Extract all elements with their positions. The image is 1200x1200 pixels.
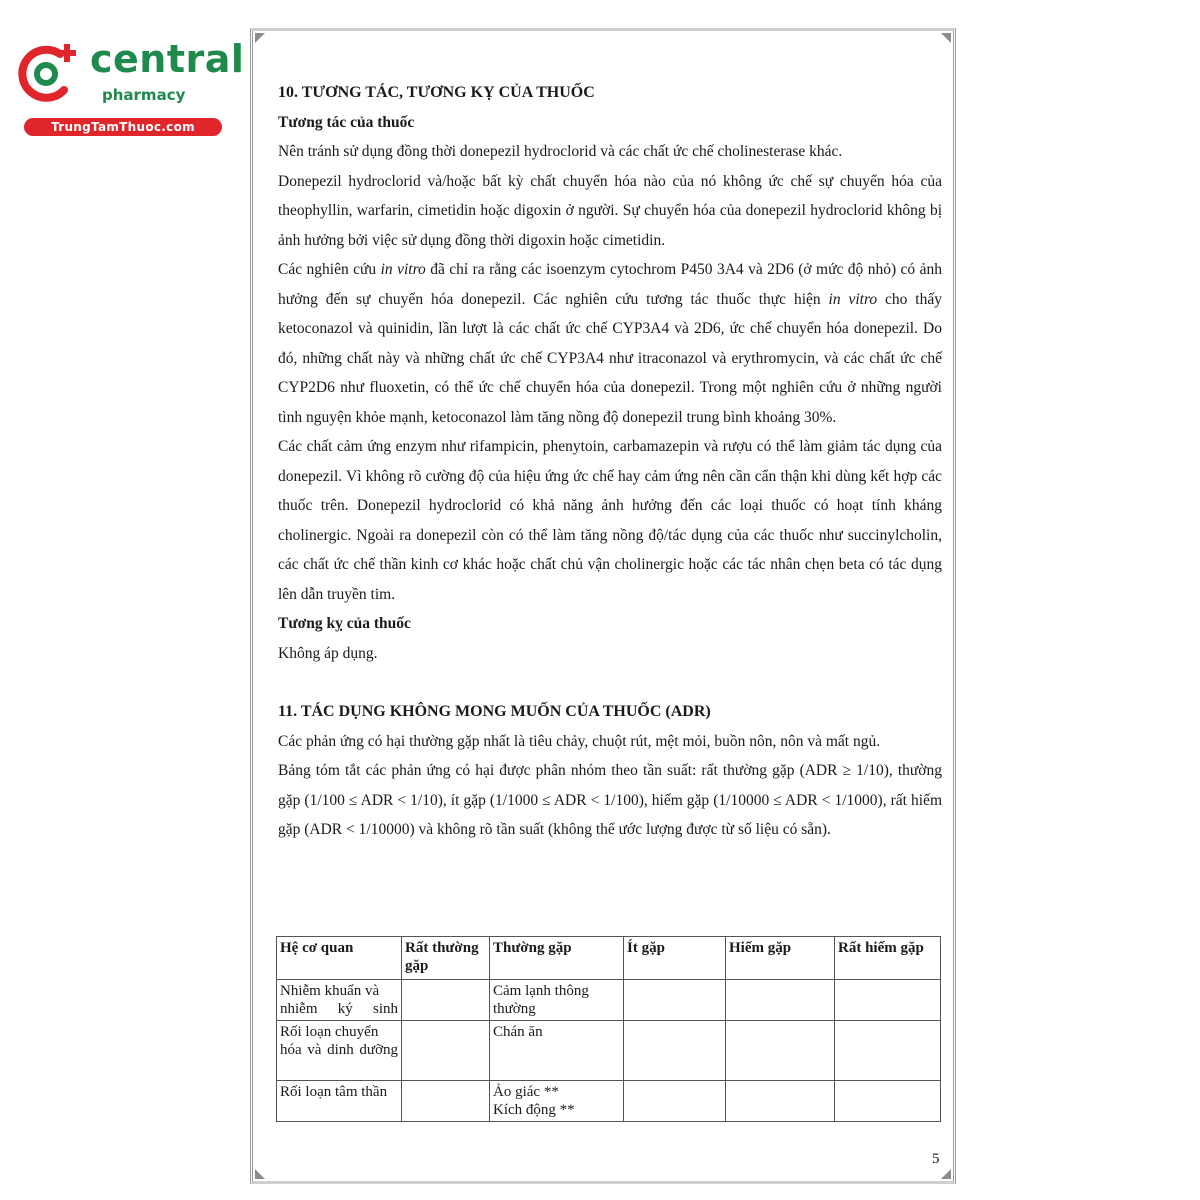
section-10-heading: 10. TƯƠNG TÁC, TƯƠNG KỴ CỦA THUỐC (278, 84, 595, 101)
table-header-row (277, 937, 941, 980)
table-cell (624, 1021, 726, 1081)
adr-table (276, 936, 941, 1122)
paragraph: Bảng tóm tắt các phản ứng có hại được phân nhóm theo tần suất: rất thường gặp (ADR ≥ 1/10), thường gặp (1/100 ≤ ADR < 1/10), ít gặp (1/1000 ≤ ADR < 1/100), hiếm gặp (1/10000 ≤ ADR < 1/1000), rất hiếm gặp (ADR < 1/10000) và không rõ tần suất (không thể ước lượng được từ số liệu có sẵn). (278, 762, 942, 838)
page-number: 5 (932, 1151, 940, 1167)
table-cell: Nhiễm khuẩn và nhiễm ký sinh (277, 980, 402, 1021)
paragraph: Nên tránh sử dụng đồng thời donepezil hydroclorid và các chất ức chế cholinesterase khác. (278, 143, 843, 160)
paragraph: Không áp dụng. (278, 644, 378, 662)
table-cell: Rối loạn chuyển hóa và dinh dưỡng (277, 1021, 402, 1081)
document-body (278, 78, 942, 845)
table-cell: Ảo giác ** Kích động ** (490, 1081, 624, 1122)
corner-ornament (255, 1169, 265, 1179)
table-header-cell: Hệ cơ quan (277, 937, 402, 980)
table-header-cell: Rất thường gặp (402, 937, 490, 980)
logo-site-badge: TrungTamThuoc.com (24, 118, 222, 136)
paragraph: Các phản ứng có hại thường gặp nhất là tiêu chảy, chuột rút, mệt mỏi, buồn nôn, nôn và mất ngủ. (278, 732, 881, 750)
logo-brand: central (90, 37, 245, 81)
incompatibility-subheading: Tương kỵ của thuốc (278, 615, 411, 632)
table-cell (624, 980, 726, 1021)
table-cell (726, 1081, 835, 1122)
paragraph: Donepezil hydroclorid và/hoặc bất kỳ chất chuyển hóa nào của nó không ức chế sự chuyển hóa của theophyllin, warfarin, cimetidin hoặc digoxin ở người. Sự chuyển hóa của donepezil hydroclorid không bị ảnh hưởng bởi việc sử dụng đồng thời digoxin hoặc cimetidin. (278, 172, 942, 249)
table-cell: Chán ăn (490, 1021, 624, 1081)
logo-sub: pharmacy (102, 86, 186, 104)
table-cell (624, 1081, 726, 1122)
table-cell (402, 1021, 490, 1081)
table-header-cell: Rất hiếm gặp (835, 937, 941, 980)
table-row (277, 1081, 941, 1122)
table-cell (835, 980, 941, 1021)
corner-ornament (941, 1169, 951, 1179)
paragraph: Các chất cảm ứng enzym như rifampicin, phenytoin, carbamazepin và rượu có thể làm giảm tác dụng của donepezil. Vì không rõ cường độ của hiệu ứng ức chế hay cảm ứng nên cần cẩn thận khi dùng kết hợp các thuốc trên. Donepezil hydroclorid có khả năng ảnh hưởng đến các loại thuốc có hoạt tính kháng cholinergic. Ngoài ra donepezil còn có thể làm tăng nồng độ/tác dụng của các thuốc như succinylcholin, các chất ức chế thần kinh cơ khác hoặc chất chủ vận cholinergic hoặc các tác nhân chẹn beta có tác dụng lên dẫn truyền tim. (278, 438, 942, 603)
table-header-cell: Ít gặp (624, 937, 726, 980)
table-cell (726, 1021, 835, 1081)
section-11-heading: 11. TÁC DỤNG KHÔNG MONG MUỐN CỦA THUỐC (ADR) (278, 703, 711, 720)
corner-ornament (255, 33, 265, 43)
paragraph: Các nghiên cứu in vitro đã chỉ ra rằng các isoenzym cytochrom P450 3A4 và 2D6 (ở mức độ nhỏ) có ảnh hưởng đến sự chuyển hóa donepezil. Các nghiên cứu tương tác thuốc thực hiện in vitro cho thấy ketoconazol và quinidin, lần lượt là các chất ức chế CYP3A4 và 2D6, ức chế chuyển hóa donepezil. Do đó, những chất này và những chất ức chế CYP3A4 như itraconazol và erythromycin, và các chất ức chế CYP2D6 như fluoxetin, có thể ức chế chuyển hóa của donepezil. Trong một nghiên cứu ở những người tình nguyện khỏe mạnh, ketoconazol làm tăng nồng độ donepezil trung bình khoảng 30%. (278, 261, 942, 426)
table-row (277, 980, 941, 1021)
corner-ornament (941, 33, 951, 43)
table-cell (402, 1081, 490, 1122)
interaction-subheading: Tương tác của thuốc (278, 113, 415, 131)
central-logo-icon (12, 38, 84, 110)
table-row (277, 1021, 941, 1081)
table-cell: Cảm lạnh thông thường (490, 980, 624, 1021)
table-header-cell: Thường gặp (490, 937, 624, 980)
table-cell: Rối loạn tâm thần (277, 1081, 402, 1122)
table-cell (402, 980, 490, 1021)
table-cell (835, 1021, 941, 1081)
table-header-cell: Hiếm gặp (726, 937, 835, 980)
central-pharmacy-logo (12, 37, 245, 138)
table-cell (835, 1081, 941, 1122)
table-cell (726, 980, 835, 1021)
